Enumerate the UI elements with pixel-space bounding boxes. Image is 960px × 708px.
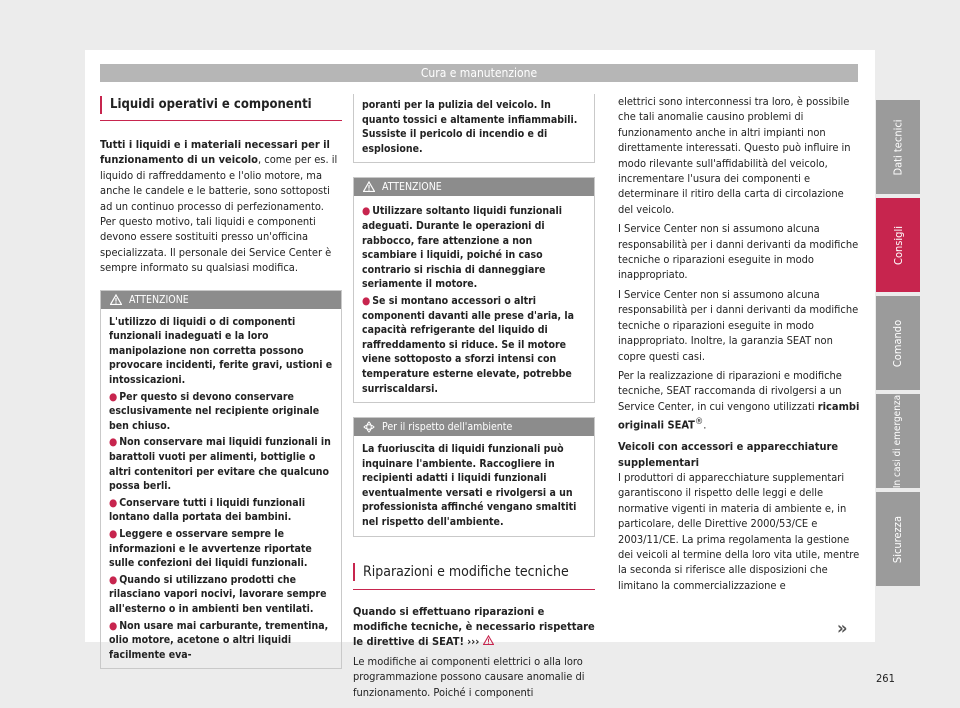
section-rule bbox=[100, 120, 342, 121]
warning-bullet: ● Utilizzare soltanto liquidi funzionali adeguati. Durante le operazioni di rabbocco, fare attenzione a non scambiare i liquidi, poiché in caso contrario si rischia di danneggiare seriamente il motore. bbox=[362, 205, 562, 291]
warning-box-1-continued bbox=[353, 94, 595, 163]
body-paragraph: Per la realizzazione di riparazioni e modifiche tecniche, SEAT raccomanda di rivolgersi a un Service Center, in cui vengono utilizzati ricambi originali SEAT®. bbox=[618, 368, 860, 432]
warning-bullet: ● Non usare mai carburante, trementina, olio motore, acetone o altri liquidi facilmente eva- bbox=[109, 619, 329, 661]
section-rule-2 bbox=[353, 589, 595, 590]
page-number: 261 bbox=[876, 672, 895, 685]
environment-heading: Per il rispetto dell'ambiente bbox=[382, 421, 513, 434]
warning-bullet: ● Se si montano accessori o altri componenti davanti alle prese d'aria, la capacità refrigerante del liquido di raffreddamento si riduce. Se il motore viene sottoposto a sforzi intensi con temperature esterne elevate, potrebbe surriscaldarsi. bbox=[362, 294, 574, 395]
warning-header bbox=[101, 291, 341, 309]
column-2 bbox=[353, 94, 595, 704]
manual-page bbox=[85, 50, 875, 699]
subheading: Veicoli con accessori e apparecchiature supplementari bbox=[618, 440, 839, 469]
body-paragraph: I Service Center non si assumono alcuna responsabilità per i danni derivanti da modifiche tecniche o riparazioni eseguite in modo inappropriato. Inoltre, la garanzia SEAT non copre questi casi. bbox=[618, 287, 859, 363]
column-1 bbox=[100, 94, 342, 677]
warning-body-2 bbox=[354, 196, 594, 402]
tab-comando[interactable]: Comando bbox=[876, 296, 920, 390]
warning-triangle-icon bbox=[110, 294, 122, 305]
warning-bullet: ● Leggere e osservare sempre le informazioni e le avvertenze riportate sulle confezioni dei liquidi funzionali. bbox=[109, 527, 312, 570]
warning-bullet: ● Quando si utilizzano prodotti che rilasciano vapori nocivi, lavorare sempre all'esterno o in ambienti ben ventilati. bbox=[109, 573, 327, 615]
section-title-2: Riparazioni e modifiche tecniche bbox=[353, 563, 595, 581]
warning-heading: ATTENZIONE bbox=[129, 293, 189, 306]
intro-rest: , come per es. il liquido di raffreddamento e l'olio motore, ma anche le candele e le batterie, sono sottoposti ad un continuo processo di perfezionamento. Per questo motivo, tali liquidi e componenti devono essere sostituiti presso un'officina specializzata. Il personale dei Service Center è sempre informato su qualsiasi modifica. bbox=[100, 153, 338, 275]
intro-paragraph bbox=[100, 137, 342, 276]
warning-reference-icon bbox=[483, 635, 494, 645]
warning-triangle-icon bbox=[363, 181, 375, 192]
tab-emergenza[interactable]: In casi di emergenza bbox=[876, 394, 920, 488]
warning-box-2 bbox=[353, 177, 595, 403]
environment-text: La fuoriuscita di liquidi funzionali può inquinare l'ambiente. Raccogliere in recipienti adatti i liquidi funzionali eventualmente versati e rivolgersi a un professionista affinché vengano smaltiti nel rispetto dell'ambiente. bbox=[362, 443, 577, 529]
column-3 bbox=[618, 94, 860, 597]
chapter-header: Cura e manutenzione bbox=[100, 64, 858, 82]
warning-box-1 bbox=[100, 290, 342, 670]
body-paragraph: I produttori di apparecchiature supplementari garantiscono il rispetto delle leggi e delle normative vigenti in materia di ambiente e, in particolare, delle Direttive 2000/53/CE e 2003/11/CE. La prima regolamenta la gestione dei veicoli al termine della loro vita utile, mentre la seconda si riferisce alle disposizioni che limitano la commercializzazione e bbox=[618, 471, 860, 592]
tab-dati-tecnici[interactable]: Dati tecnici bbox=[876, 100, 920, 194]
warning-continued-text: poranti per la pulizia del veicolo. In quanto tossici e altamente infiammabili. Sussiste il pericolo di incendio e di esplosione. bbox=[362, 99, 578, 155]
section-title: Liquidi operativi e componenti bbox=[100, 96, 342, 114]
warning-bullet: ● Conservare tutti i liquidi funzionali lontano dalla portata dei bambini. bbox=[109, 496, 306, 524]
body-paragraph: elettrici sono interconnessi tra loro, è possibile che tali anomalie causino problemi di funzionamento anche in altri impianti non direttamente interessati. Questo può influire in modo rilevante sull'affidabilità del veicolo, incrementare l'usura dei componenti e determinare il ritiro della carta di circolazione del veicolo. bbox=[618, 95, 851, 216]
tab-consigli[interactable]: Consigli bbox=[876, 198, 920, 292]
environment-box bbox=[353, 417, 595, 537]
warning-lead: L'utilizzo di liquidi o di componenti funzionali inadeguati e la loro manipolazione non corretta possono provocare incidenti, ferite gravi, ustioni e intossicazioni. bbox=[109, 315, 333, 387]
cross-reference-arrows: ››› bbox=[467, 635, 480, 649]
tab-sicurezza[interactable]: Sicurezza bbox=[876, 492, 920, 586]
warning-bullet: ● Non conservare mai liquidi funzionali in barattoli vuoti per alimenti, bottiglie o altri contenitori per evitare che qualcuno possa berli. bbox=[109, 436, 331, 493]
body-paragraph: Le modifiche ai componenti elettrici o alla loro programmazione possono causare anomalie di funzionamento. Poiché i componenti bbox=[353, 654, 585, 699]
lead-paragraph: Quando si effettuano riparazioni e modifiche tecniche, è necessario rispettare le direttive di SEAT! ››› bbox=[353, 604, 595, 649]
continue-arrow-icon: » bbox=[837, 618, 848, 639]
leaf-icon bbox=[363, 421, 375, 433]
intro-bold: Tutti i liquidi e i materiali necessari per il funzionamento di un veicolo bbox=[100, 138, 330, 167]
warning-heading-2: ATTENZIONE bbox=[382, 181, 442, 194]
environment-header bbox=[354, 418, 594, 436]
warning-bullet: ● Per questo si devono conservare esclusivamente nel recipiente originale ben chiuso. bbox=[109, 390, 320, 432]
warning-header-2 bbox=[354, 178, 594, 196]
warning-body bbox=[101, 309, 341, 669]
body-paragraph: I Service Center non si assumono alcuna responsabilità per i danni derivanti da modifiche tecniche o riparazioni eseguite in modo inappropriato. bbox=[618, 222, 859, 282]
